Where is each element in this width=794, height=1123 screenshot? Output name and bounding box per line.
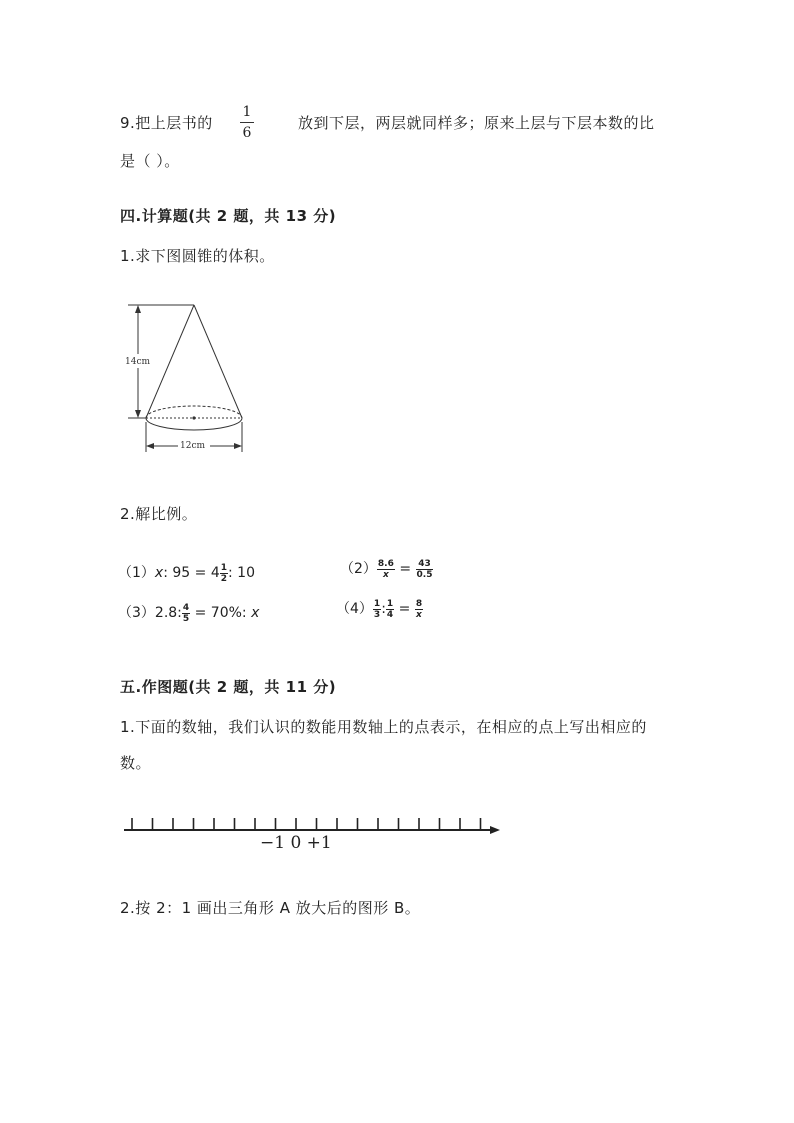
- section4-q1: 1.求下图圆锥的体积。: [120, 247, 275, 265]
- proportion-3-b: = 70%:: [194, 605, 252, 621]
- cone-figure: [120, 298, 255, 458]
- proportion-4-eq: =: [398, 601, 411, 617]
- number-line: [120, 812, 505, 852]
- section5-q1-line2: 数。: [120, 754, 152, 772]
- proportion-3-a: 2.8:: [154, 605, 182, 621]
- q9-fraction-denominator: 6: [242, 125, 252, 141]
- proportion-3: [118, 602, 259, 624]
- proportion-1-frac-den: 2: [220, 573, 228, 584]
- section4-heading: 四.计算题(共 2 题，共 13 分): [120, 207, 337, 225]
- proportion-4-b-num: 1: [386, 598, 394, 609]
- proportion-1-end: : 10: [228, 565, 255, 581]
- proportion-2-label: （2）: [340, 561, 377, 577]
- section5-heading: 五.作图题(共 2 题，共 11 分): [120, 678, 337, 696]
- proportion-4-a-num: 1: [373, 598, 381, 609]
- proportion-2-left-num: 8.6: [377, 558, 394, 569]
- proportion-2-right-num: 43: [416, 559, 434, 570]
- proportion-1-frac-num: 1: [220, 562, 228, 573]
- proportion-2-left-den: x: [382, 569, 389, 580]
- section5-q2: 2.按 2：1 画出三角形 A 放大后的图形 B。: [120, 899, 421, 917]
- proportion-3-var: x: [251, 605, 260, 621]
- proportion-1-label: （1）: [118, 565, 155, 581]
- proportion-4: [336, 598, 423, 620]
- proportion-2-eq: =: [399, 561, 412, 577]
- q9-text-prefix: 9.把上层书的: [120, 114, 213, 132]
- proportion-3-label: （3）: [118, 605, 155, 621]
- section4-q2: 2.解比例。: [120, 505, 198, 523]
- proportion-1: [118, 562, 255, 584]
- number-line-labels: −1 0 +1: [260, 833, 332, 852]
- proportion-3-frac-den: 5: [182, 613, 190, 624]
- number-line-arrow: [490, 826, 500, 834]
- q9-text-line2: 是（ ）。: [120, 152, 180, 170]
- q9-text-suffix: 放到下层，两层就同样多；原来上层与下层本数的比: [298, 114, 655, 132]
- cone-height-label: 14cm: [125, 357, 151, 367]
- proportion-4-colon: :: [381, 601, 386, 617]
- section5-q1-line1: 1.下面的数轴，我们认识的数能用数轴上的点表示，在相应的点上写出相应的: [120, 718, 647, 736]
- proportion-2-right-den: 0.5: [416, 569, 433, 580]
- proportion-1-var: x: [154, 565, 164, 581]
- proportion-4-label: （4）: [336, 601, 373, 617]
- proportion-4-c-den: x: [416, 609, 422, 620]
- q9-fraction: [240, 104, 254, 141]
- q9-fraction-numerator: 1: [242, 104, 252, 120]
- proportion-3-frac-num: 4: [182, 602, 190, 613]
- proportion-1-mid: : 95 = 4: [163, 565, 220, 581]
- proportion-4-a-den: 3: [373, 609, 381, 620]
- proportion-2: [340, 558, 433, 580]
- proportion-4-c-num: 8: [415, 598, 423, 609]
- cone-diameter-label: 12cm: [180, 441, 206, 451]
- proportion-4-b-den: 4: [386, 609, 394, 620]
